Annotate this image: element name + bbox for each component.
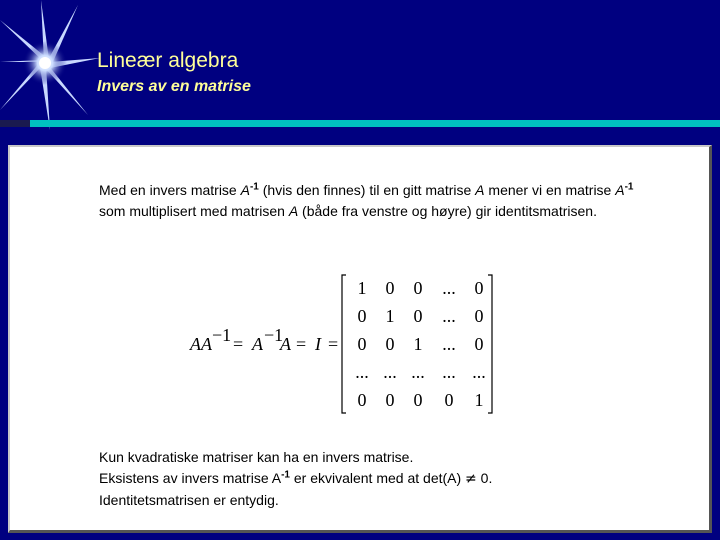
matrix-cell: ...	[442, 278, 456, 298]
matrix-cell: ...	[442, 306, 456, 326]
matrix-right-bracket	[488, 275, 492, 413]
page-title: Lineær algebra	[97, 49, 239, 72]
formula-sup-2: −1	[264, 325, 284, 345]
matrix-cell: 0	[474, 306, 484, 326]
slide-header	[0, 0, 720, 140]
matrix-cell: ...	[442, 334, 456, 354]
matrix-cell: 0	[413, 390, 423, 410]
matrix-cell: 0	[357, 334, 367, 354]
matrix-cell: ...	[442, 362, 456, 382]
slide-content-panel	[8, 145, 712, 533]
formula-eq-1: =	[233, 334, 244, 354]
star-burst-icon	[0, 0, 100, 130]
matrix-cell: 0	[413, 278, 423, 298]
formula-a-mid: A	[252, 334, 263, 354]
formula-eq-3: =	[328, 334, 339, 354]
matrix-cell: 0	[385, 334, 395, 354]
matrix-cell: 1	[385, 306, 395, 326]
matrix-cell: ...	[383, 362, 397, 382]
matrix-left-bracket	[342, 275, 346, 413]
page-subtitle: Invers av en matrise	[97, 78, 251, 95]
matrix-cell: 1	[413, 334, 423, 354]
matrix-cell: 0	[357, 390, 367, 410]
formula-lhs: AA	[190, 334, 212, 354]
matrix-cell: 0	[385, 390, 395, 410]
matrix-cell: 0	[385, 278, 395, 298]
matrix-cell: 0	[357, 306, 367, 326]
definition-paragraph: Med en invers matrise $A^{-1}$ (hvis den finnes) til en gitt matrise A mener vi en matrise $A^{-1}$ som multiplisert med matrisen A (både fra venstre og høyre) gir identitsmatrisen.	[99, 181, 634, 219]
matrix-cell: 0	[413, 306, 423, 326]
formula-identity-symbol: I	[315, 334, 321, 354]
matrix-cell: 0	[444, 390, 454, 410]
identity-matrix	[355, 278, 486, 410]
formula-eq-2: =	[296, 334, 307, 354]
identity-formula	[180, 267, 510, 417]
matrix-cell: ...	[355, 362, 369, 382]
notes-paragraph: Kun kvadratiske matriser kan ha en invers matrise. Eksistens av invers matrise $A^{-1}$ er ekvivalent med at det(A) ≠ 0. Identitetsmatrisen er entydig.	[99, 449, 493, 508]
formula-a-right: A	[280, 334, 291, 354]
matrix-cell: 0	[474, 334, 484, 354]
formula-sup-1: −1	[212, 325, 232, 345]
matrix-cell: 1	[474, 390, 484, 410]
header-divider	[30, 120, 720, 127]
matrix-cell: 0	[474, 278, 484, 298]
matrix-cell: ...	[411, 362, 425, 382]
matrix-cell: ...	[472, 362, 486, 382]
matrix-cell: 1	[357, 278, 367, 298]
